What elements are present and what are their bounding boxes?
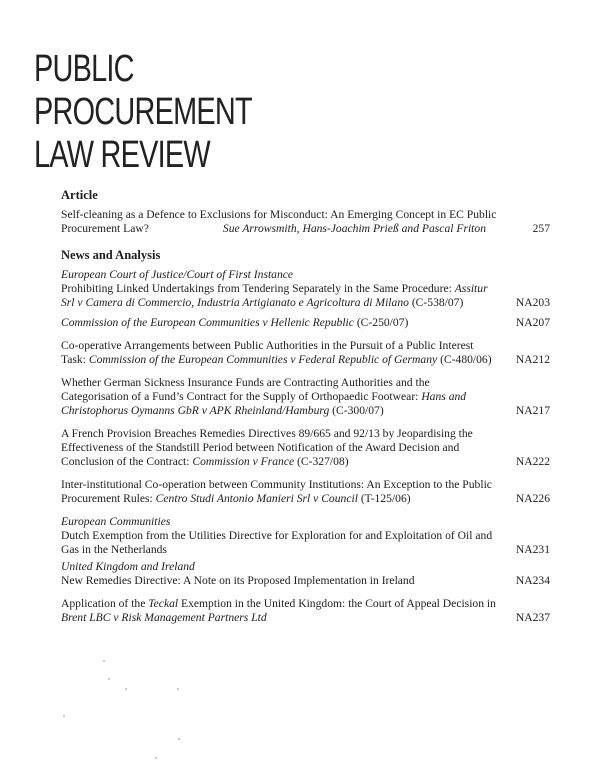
scan-speck — [155, 757, 157, 759]
case-name: Assitur Srl v Camera di Commercio, Industria Artigianato e Agricoltura di Milano — [61, 282, 488, 309]
toc-entry[interactable] — [61, 339, 550, 367]
news-heading: News and Analysis — [61, 248, 161, 262]
case-name: Centro Studi Antonio Manieri Srl v Council — [155, 492, 358, 505]
entry-text: Prohibiting Linked Undertakings from Tendering Separately in the Same Procedure: Assitur Srl v Camera di Commercio, Industria Artigianato e Agricoltura di Milano (C-538/07) — [61, 282, 488, 309]
page-number: 257 — [532, 222, 550, 235]
case-ref: (T-125/06) — [357, 492, 411, 505]
article-title-line1: Self-cleaning as a Defence to Exclusions for Misconduct: An Emerging Concept in EC Public — [61, 208, 497, 221]
entry-text: Dutch Exemption from the Utilities Directive for Exploration for and Exploitation of Oil and Gas in the Netherlands — [61, 529, 493, 556]
toc-entry[interactable] — [61, 427, 550, 469]
case-ref: (C-300/07) — [329, 404, 384, 417]
entry-text: A French Provision Breaches Remedies Directives 89/665 and 92/13 by Jeopardising the Effectiveness of the Standstill Period between Notification of the Award Decision and Conclusion of the Contract: Commission v France (C-327/08) — [61, 427, 473, 468]
scan-speck — [63, 715, 65, 717]
case-name: Commission of the European Communities v Federal Republic of Germany — [88, 353, 438, 366]
page-number: NA237 — [515, 611, 550, 624]
case-ref: (C-480/06) — [437, 353, 492, 366]
page-number: NA212 — [515, 353, 550, 366]
journal-title-line: LAW REVIEW — [34, 134, 210, 176]
page-number: NA203 — [515, 296, 550, 309]
toc-entry[interactable] — [61, 597, 550, 625]
article-title-line2: Procurement Law? — [61, 222, 149, 235]
entry-text: Application of the Teckal Exemption in the United Kingdom: the Court of Appeal Decision in Brent LBC v Risk Management Partners Ltd — [61, 597, 496, 624]
scan-speck — [177, 688, 179, 690]
page-number: NA222 — [515, 455, 550, 468]
subsection-heading: European Court of Justice/Court of First Instance — [61, 268, 294, 281]
toc-entry[interactable] — [61, 316, 550, 330]
case-ref: (C-327/08) — [294, 455, 349, 468]
toc-entry[interactable] — [61, 268, 550, 310]
page-number: NA226 — [515, 492, 550, 505]
article-heading: Article — [61, 188, 98, 202]
entry-text: New Remedies Directive: A Note on its Proposed Implementation in Ireland — [61, 574, 415, 587]
case-ref: (C-538/07) — [408, 296, 464, 309]
case-name: Brent LBC v Risk Management Partners Ltd — [61, 611, 267, 624]
scan-speck — [103, 660, 105, 662]
case-ref: (C-250/07) — [353, 316, 409, 329]
entry-text — [61, 316, 498, 330]
article-authors: Sue Arrowsmith, Hans-Joachim Prieß and Pascal Friton — [222, 222, 486, 235]
toc-entry[interactable] — [61, 376, 550, 418]
scan-speck — [125, 688, 127, 690]
table-of-contents — [61, 188, 550, 625]
journal-title — [34, 48, 252, 177]
journal-title-line: PUBLIC — [34, 48, 134, 90]
subsection-heading: United Kingdom and Ireland — [61, 560, 195, 573]
toc-entry[interactable] — [61, 560, 550, 588]
case-name: Hans and Christophorus Oymanns GbR v APK Rheinland/Hamburg — [61, 390, 467, 417]
case-name: Commission of the European Communities v Hellenic Republic — [61, 316, 354, 329]
journal-title-line: PROCUREMENT — [34, 91, 252, 133]
toc-entry[interactable] — [61, 478, 550, 506]
term-italic: Teckal — [148, 597, 179, 610]
page-number: NA234 — [515, 574, 550, 587]
article-entry[interactable] — [61, 208, 550, 236]
scan-speck — [178, 738, 180, 740]
page-number: NA217 — [515, 404, 550, 417]
entry-text: Whether German Sickness Insurance Funds are Contracting Authorities and the Categorisation of a Fund’s Contract for the Supply of Orthopaedic Footwear: Hans and Christophorus Oymanns GbR v APK Rheinland/Hamburg (C-300/07) — [61, 376, 467, 417]
scan-speck — [108, 678, 110, 680]
page-number: NA207 — [515, 316, 550, 329]
subsection-heading: European Communities — [61, 515, 171, 528]
entry-text: Inter-institutional Co-operation between Community Institutions: An Exception to the Public Procurement Rules: Centro Studi Antonio Manieri Srl v Council (T-125/06) — [61, 478, 492, 505]
toc-entry[interactable] — [61, 515, 550, 557]
entry-text: Co-operative Arrangements between Public Authorities in the Pursuit of a Public Interest Task: Commission of the European Communities v Federal Republic of Germany (C-480/06) — [61, 339, 492, 366]
page-number: NA231 — [515, 543, 550, 556]
case-name: Commission v France — [192, 455, 295, 468]
